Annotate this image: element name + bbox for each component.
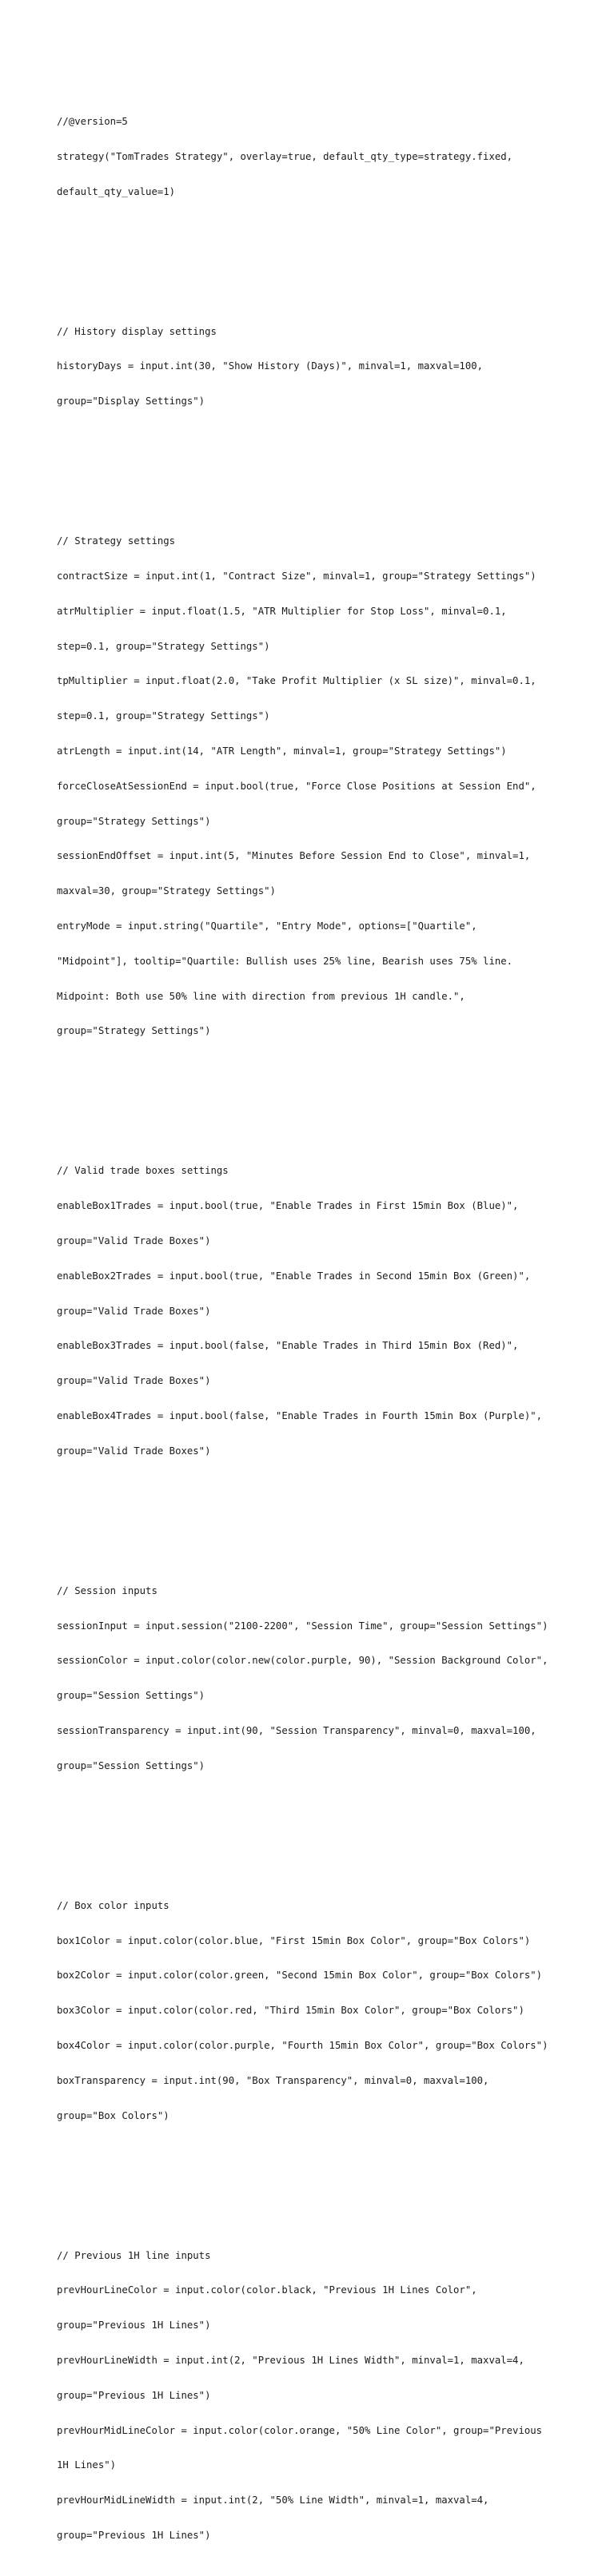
code-line: step=0.1, group="Strategy Settings") xyxy=(57,710,270,722)
code-line: historyDays = input.int(30, "Show History (Days)", minval=1, maxval=100, xyxy=(57,360,484,372)
code-line: prevHourMidLineWidth = input.int(2, "50% Line Width", minval=1, maxval=4, xyxy=(57,2495,489,2506)
code-line: group="Session Settings") xyxy=(57,1759,205,1771)
code-line: 1H Lines") xyxy=(57,2459,117,2471)
code-line: "Midpoint"], tooltip="Quartile: Bullish uses 25% line, Bearish uses 75% line. xyxy=(57,955,513,967)
code-line: sessionTransparency = input.int(90, "Session Transparency", minval=0, maxval=100, xyxy=(57,1724,536,1736)
code-block-valid-trade-boxes xyxy=(57,1142,600,1480)
code-line: prevHourLineWidth = input.int(2, "Previous 1H Lines Width", minval=1, maxval=4, xyxy=(57,2354,524,2366)
code-comment: // Strategy settings xyxy=(57,535,176,547)
code-line: sessionEndOffset = input.int(5, "Minutes Before Session End to Close", minval=1, xyxy=(57,850,531,862)
code-comment: // Previous 1H line inputs xyxy=(57,2249,211,2261)
code-line: box1Color = input.color(color.blue, "First 15min Box Color", group="Box Colors") xyxy=(57,1934,531,1946)
code-line: enableBox4Trades = input.bool(false, "Enable Trades in Fourth 15min Box (Purple)", xyxy=(57,1409,543,1421)
code-comment: // Session inputs xyxy=(57,1584,157,1596)
code-line: group="Previous 1H Lines") xyxy=(57,2320,211,2332)
code-block-session-inputs xyxy=(57,1562,600,1795)
code-line: atrMultiplier = input.float(1.5, "ATR Multiplier for Stop Loss", minval=0.1, xyxy=(57,605,507,617)
code-line: group="Valid Trade Boxes") xyxy=(57,1234,211,1246)
code-line: forceCloseAtSessionEnd = input.bool(true, "Force Close Positions at Session End", xyxy=(57,780,536,792)
code-line: sessionInput = input.session("2100-2200", "Session Time", group="Session Settings") xyxy=(57,1620,548,1632)
code-line: boxTransparency = input.int(90, "Box Transparency", minval=0, maxval=100, xyxy=(57,2074,489,2086)
code-block-version xyxy=(57,93,600,221)
code-line: atrLength = input.int(14, "ATR Length", minval=1, group="Strategy Settings") xyxy=(57,745,507,757)
code-line: group="Session Settings") xyxy=(57,1690,205,1702)
code-line: tpMultiplier = input.float(2.0, "Take Profit Multiplier (x SL size)", minval=0.1, xyxy=(57,675,536,687)
code-line: prevHourMidLineColor = input.color(color.orange, "50% Line Color", group="Previous xyxy=(57,2424,543,2436)
code-line: group="Box Colors") xyxy=(57,2109,169,2121)
code-line: sessionColor = input.color(color.new(color.purple, 90), "Session Background Color", xyxy=(57,1655,548,1667)
code-comment: // Box color inputs xyxy=(57,1899,169,1911)
code-line: group="Previous 1H Lines") xyxy=(57,2389,211,2401)
code-line: Midpoint: Both use 50% line with direction from previous 1H candle.", xyxy=(57,990,465,1002)
blank-line xyxy=(57,1819,600,1831)
blank-line xyxy=(57,1504,600,1516)
code-line: maxval=30, group="Strategy Settings") xyxy=(57,885,276,897)
code-line: enableBox1Trades = input.bool(true, "Enable Trades in First 15min Box (Blue)", xyxy=(57,1200,519,1212)
code-line: group="Previous 1H Lines") xyxy=(57,2529,211,2541)
code-block-box-colors xyxy=(57,1877,600,2145)
code-line: step=0.1, group="Strategy Settings") xyxy=(57,640,270,652)
code-block-history xyxy=(57,302,600,431)
code-comment: // Valid trade boxes settings xyxy=(57,1165,229,1177)
code-line: contractSize = input.int(1, "Contract Size", minval=1, group="Strategy Settings") xyxy=(57,570,536,582)
code-comment: // History display settings xyxy=(57,325,217,337)
blank-line xyxy=(57,454,600,466)
blank-line xyxy=(57,2168,600,2180)
code-line: group="Display Settings") xyxy=(57,396,205,407)
code-line: group="Valid Trade Boxes") xyxy=(57,1445,211,1457)
code-line: entryMode = input.string("Quartile", "Entry Mode", options=["Quartile", xyxy=(57,920,477,932)
code-line: box3Color = input.color(color.red, "Third 15min Box Color", group="Box Colors") xyxy=(57,2005,524,2017)
code-line: group="Valid Trade Boxes") xyxy=(57,1305,211,1317)
blank-line xyxy=(57,1083,600,1095)
blank-line xyxy=(57,244,600,256)
code-line: prevHourLineColor = input.color(color.black, "Previous 1H Lines Color", xyxy=(57,2284,477,2296)
code-line: enableBox2Trades = input.bool(true, "Enable Trades in Second 15min Box (Green)", xyxy=(57,1270,531,1282)
code-line: group="Valid Trade Boxes") xyxy=(57,1375,211,1387)
code-line: group="Strategy Settings") xyxy=(57,1025,211,1037)
code-document xyxy=(57,58,600,2576)
code-block-previous-1h-lines xyxy=(57,2226,600,2564)
code-line: //@version=5 xyxy=(57,115,128,127)
code-line: enableBox3Trades = input.bool(false, "Enable Trades in Third 15min Box (Red)", xyxy=(57,1340,519,1352)
code-line: box4Color = input.color(color.purple, "Fourth 15min Box Color", group="Box Colors") xyxy=(57,2039,548,2051)
code-line: strategy("TomTrades Strategy", overlay=true, default_qty_type=strategy.fixed, xyxy=(57,150,513,162)
code-line: group="Strategy Settings") xyxy=(57,815,211,827)
code-block-strategy-settings xyxy=(57,512,600,1060)
code-line: box2Color = input.color(color.green, "Second 15min Box Color", group="Box Colors") xyxy=(57,1970,543,1982)
code-line: default_qty_value=1) xyxy=(57,185,176,197)
